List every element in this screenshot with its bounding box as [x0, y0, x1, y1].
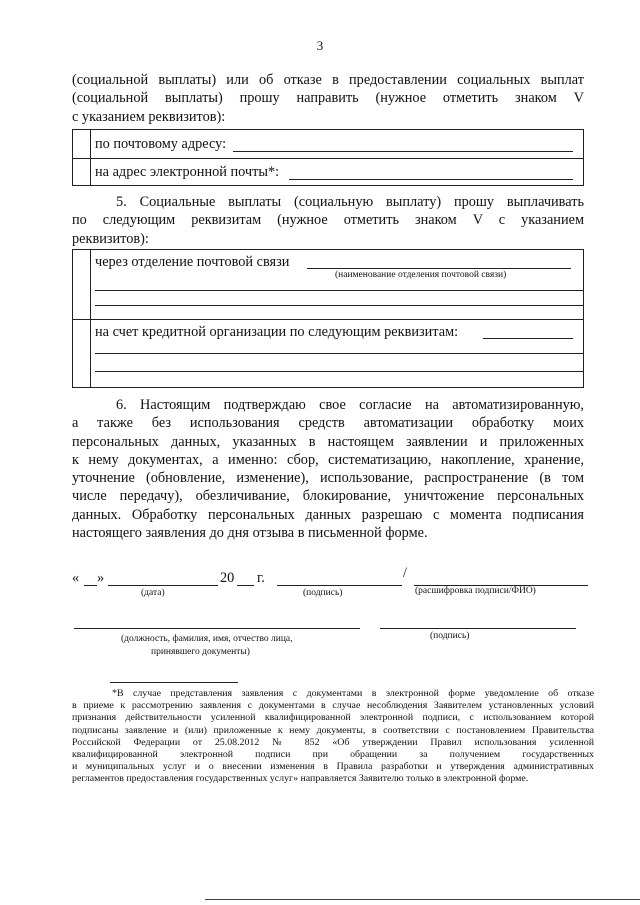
section6-line: 6. Настоящим подтверждаю свое согласие на автоматизированную,: [116, 397, 584, 413]
post-office-line-3[interactable]: [95, 305, 583, 306]
payment-row-bank: [73, 320, 583, 387]
footnote-line: подписаны заявление и (или) приложенные к нему документы, в соответствии с постановлением Правительства: [72, 724, 594, 736]
year-prefix: 20: [220, 570, 235, 586]
payment-row-post-office: [73, 250, 583, 320]
official-caption-1: (должность, фамилия, имя, отчество лица,: [121, 634, 293, 644]
date-caption: (дата): [141, 588, 165, 598]
intro-line: с указанием реквизитов):: [72, 108, 226, 125]
footnote-line: регламентов предоставления государственных услуг» направляется Заявителю только в электронной форме.: [72, 773, 529, 785]
postal-checkbox[interactable]: [73, 130, 91, 158]
month-field[interactable]: [108, 585, 218, 586]
post-office-caption: (наименование отделения почтовой связи): [335, 270, 507, 280]
footnote-line: Российской Федерации от 25.08.2012 № 852 «Об утверждении Правил использования усиленной: [72, 736, 594, 748]
signature-slash: /: [403, 565, 407, 581]
section6-line: числе передачу), обезличивание, блокирование, уничтожение персональных: [72, 488, 584, 505]
intro-line: (социальной выплаты) прошу направить (нужное отметить знаком V: [72, 90, 584, 107]
notify-row-email: [73, 159, 583, 186]
footnote-line: квалифицированной электронной подписи при обращении за получением государственных: [72, 749, 594, 761]
section6-line: а также без использования средств автоматизации обработку моих: [72, 415, 584, 432]
page-number: 3: [316, 38, 324, 53]
post-office-name-field[interactable]: [307, 268, 571, 269]
post-office-checkbox[interactable]: [73, 250, 91, 319]
sign-caption: (подпись): [303, 588, 343, 598]
intro-paragraph: [72, 71, 584, 126]
notify-table: [72, 129, 584, 186]
post-office-label: через отделение почтовой связи: [95, 254, 290, 270]
email-checkbox[interactable]: [73, 159, 91, 186]
decode-caption: (расшифровка подписи/ФИО): [415, 586, 536, 596]
year-field[interactable]: [237, 585, 254, 586]
postal-label: по почтовому адресу:: [95, 136, 227, 152]
signature-field[interactable]: [277, 585, 402, 586]
post-office-line-2[interactable]: [95, 290, 583, 291]
section6-line: настоящего заявления до дня отзыва в письменной форме.: [72, 525, 428, 542]
postal-address-field[interactable]: [233, 151, 573, 152]
date-close-quote: »: [97, 570, 105, 586]
bank-line-2[interactable]: [95, 353, 583, 354]
email-address-field[interactable]: [289, 179, 573, 180]
bank-details-field[interactable]: [483, 338, 573, 339]
date-open-quote: «: [72, 570, 80, 586]
official-sign-field[interactable]: [380, 628, 576, 629]
footnote: [72, 688, 594, 786]
section6-line: уточнение (обновление, изменение), использование, распространение (в том: [72, 470, 584, 487]
section6-line: персональных данных, указанных в настоящем заявлении и приложенных: [72, 433, 584, 450]
notify-row-postal: [73, 130, 583, 159]
footnote-line: *В случае представления заявления с документами в электронной форме уведомление об отказе: [112, 688, 594, 699]
email-label: на адрес электронной почты*:: [95, 164, 280, 180]
bank-line-3[interactable]: [95, 371, 583, 372]
footnote-line: признания действительности усиленной квалифицированной электронной подписи, с использованием которой: [72, 712, 594, 724]
section5-line: по следующим реквизитам (нужное отметить знаком V с указанием: [72, 212, 584, 229]
section6-line: данных. Обработку персональных данных разрешаю с момента подписания: [72, 506, 584, 523]
footnote-line: в приеме к рассмотрению заявления с документами в случае несоблюдения Заявителем установленных условий: [72, 700, 594, 712]
bank-checkbox[interactable]: [73, 320, 91, 387]
section6-line: к нему документах, а именно: сбор, систематизацию, накопление, хранение,: [72, 451, 584, 468]
section5-paragraph: [72, 193, 584, 248]
section6-paragraph: [72, 396, 584, 542]
footnote-separator: [110, 682, 238, 683]
footnote-line: и муниципальных услуг и о внесении изменения в Правила разработки и утверждения административных: [72, 761, 594, 773]
official-sign-caption: (подпись): [430, 631, 470, 641]
official-caption-2: принявшего документы): [151, 647, 250, 657]
bank-label: на счет кредитной организации по следующим реквизитам:: [95, 324, 459, 340]
page-bottom-edge: [205, 899, 640, 900]
payment-table: [72, 249, 584, 388]
section5-line: реквизитов):: [72, 230, 149, 247]
official-name-field[interactable]: [74, 628, 360, 629]
intro-line: (социальной выплаты) или об отказе в предоставлении социальных выплат: [72, 72, 584, 88]
section5-line: 5. Социальные выплаты (социальную выплату) прошу выплачивать: [116, 194, 584, 210]
day-field[interactable]: [84, 585, 97, 586]
year-suffix: г.: [257, 570, 265, 586]
